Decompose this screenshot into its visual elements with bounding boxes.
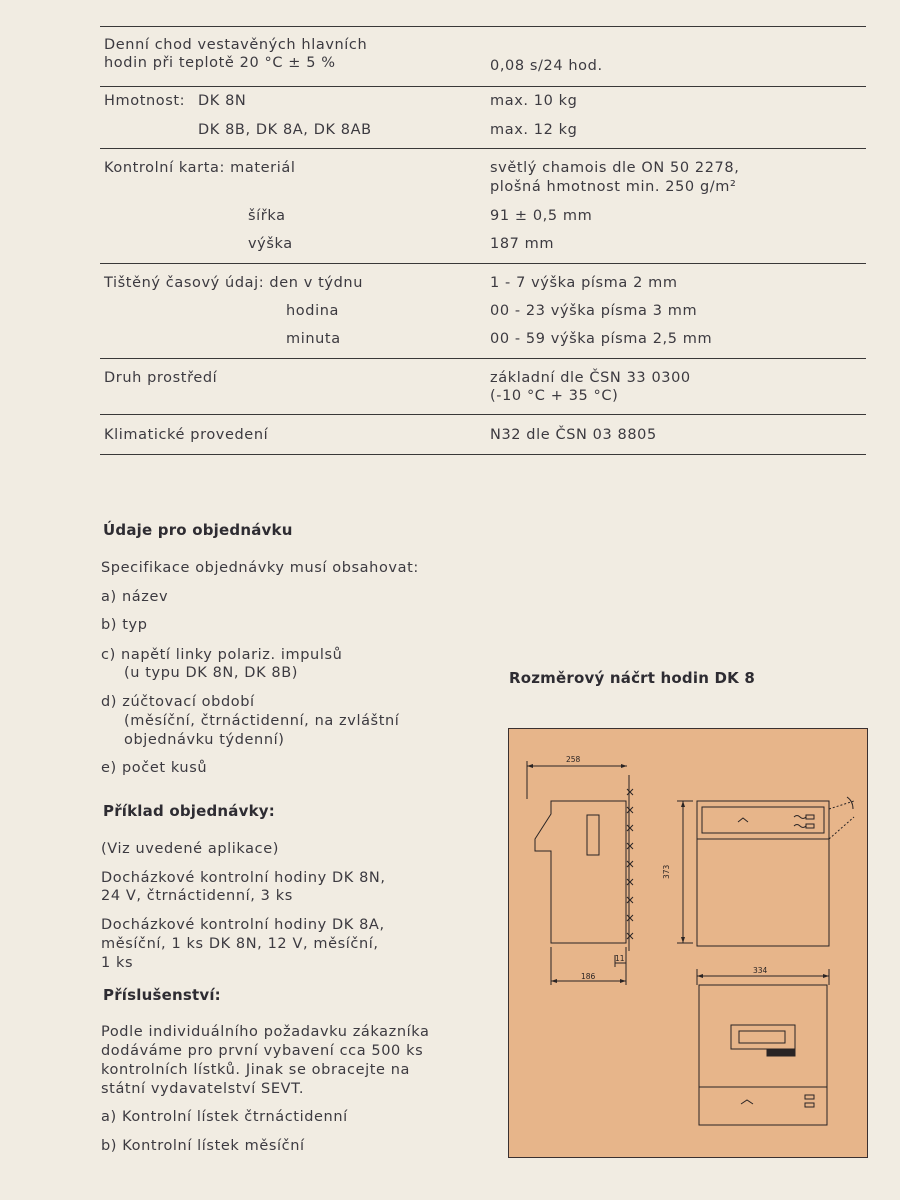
dim-depth-label: 186 [581,972,596,981]
example-2-line-3: 1 ks [101,955,134,971]
sketch-title: Rozměrový náčrt hodin DK 8 [509,669,756,687]
order-heading: Údaje pro objednávku [103,521,293,539]
accessories-line-1: Podle individuálního požadavku zákazníka [101,1024,430,1040]
order-intro: Specifikace objednávky musí obsahovat: [101,560,419,576]
printed-time-label: Tištěný časový údaj: den v týdnu [104,275,364,291]
environment-label: Druh prostředí [104,370,218,386]
order-item-d-note-2: objednávku týdenní) [124,732,285,748]
order-item-d-note-1: (měsíční, čtrnáctidenní, na zvláštní [124,713,400,729]
table-rule [100,358,866,359]
example-1-line-2: 24 V, čtrnáctidenní, 3 ks [101,888,293,904]
example-2-line-2: měsíční, 1 ks DK 8N, 12 V, měsíční, [101,936,379,952]
printed-minute-label: minuta [286,331,341,347]
printed-minute-value: 00 - 59 výška písma 2,5 mm [490,331,713,347]
side-view-slot [587,815,599,855]
example-note: (Viz uvedené aplikace) [101,841,279,857]
example-1-line-1: Docházkové kontrolní hodiny DK 8N, [101,870,386,886]
order-item-c: c) napětí linky polariz. impulsů [101,647,343,663]
order-item-a: a) název [101,589,169,605]
weight-model-2: DK 8B, DK 8A, DK 8AB [198,122,372,138]
card-width-label: šířka [248,208,286,224]
order-item-e: e) počet kusů [101,760,208,776]
table-rule [100,263,866,264]
order-item-c-note: (u typu DK 8N, DK 8B) [124,665,299,681]
card-material-2: plošná hmotnost min. 250 g/m² [490,179,737,195]
dim-small-label: 11 [615,954,625,963]
card-height-value: 187 mm [490,236,555,252]
weight-value-2: max. 12 kg [490,122,578,138]
environment-value-2: (-10 °C + 35 °C) [490,388,619,404]
accessories-item-b: b) Kontrolní lístek měsíční [101,1138,305,1154]
daily-rate-label-1: Denní chod vestavěných hlavních [104,37,368,53]
front-view-outline [697,801,829,946]
weight-model-1: DK 8N [198,93,247,109]
environment-value-1: základní dle ČSN 33 0300 [490,370,691,386]
front-view-display [702,807,824,833]
order-item-b: b) typ [101,617,148,633]
card-label: Kontrolní karta: materiál [104,160,296,176]
card-material-1: světlý chamois dle ON 50 2278, [490,160,740,176]
printed-day-value: 1 - 7 výška písma 2 mm [490,275,678,291]
accessories-line-3: kontrolních lístků. Jinak se obracejte na [101,1062,411,1078]
accessories-line-4: státní vydavatelství SEVT. [101,1081,305,1097]
dim-width-label: 334 [753,966,768,975]
dimension-sketch [508,728,868,1158]
table-rule [100,86,866,87]
table-rule-top [100,26,866,27]
printed-hour-value: 00 - 23 výška písma 3 mm [490,303,698,319]
weight-value-1: max. 10 kg [490,93,578,109]
daily-rate-value: 0,08 s/24 hod. [490,58,603,74]
accessories-line-2: dodáváme pro první vybavení cca 500 ks [101,1043,424,1059]
accessories-item-a: a) Kontrolní lístek čtrnáctidenní [101,1109,348,1125]
example-heading: Příklad objednávky: [103,802,275,820]
table-rule [100,148,866,149]
card-width-value: 91 ± 0,5 mm [490,208,593,224]
table-rule-bottom [100,454,866,455]
climate-label: Klimatické provedení [104,427,269,443]
table-rule [100,414,866,415]
accessories-heading: Příslušenství: [103,986,221,1004]
weight-label: Hmotnost: [104,93,186,109]
printed-hour-label: hodina [286,303,339,319]
bottom-view-outline [699,985,827,1125]
order-item-d: d) zúčtovací období [101,694,255,710]
card-height-label: výška [248,236,293,252]
daily-rate-label-2: hodin při teplotě 20 °C ± 5 % [104,55,336,71]
dim-top-label: 258 [566,755,581,764]
climate-value: N32 dle ČSN 03 8805 [490,427,657,443]
side-view-outline [535,801,626,943]
mounting-marks [627,789,633,939]
example-2-line-1: Docházkové kontrolní hodiny DK 8A, [101,917,385,933]
dim-height-label: 373 [662,864,671,879]
dimension-drawing [509,729,867,1157]
